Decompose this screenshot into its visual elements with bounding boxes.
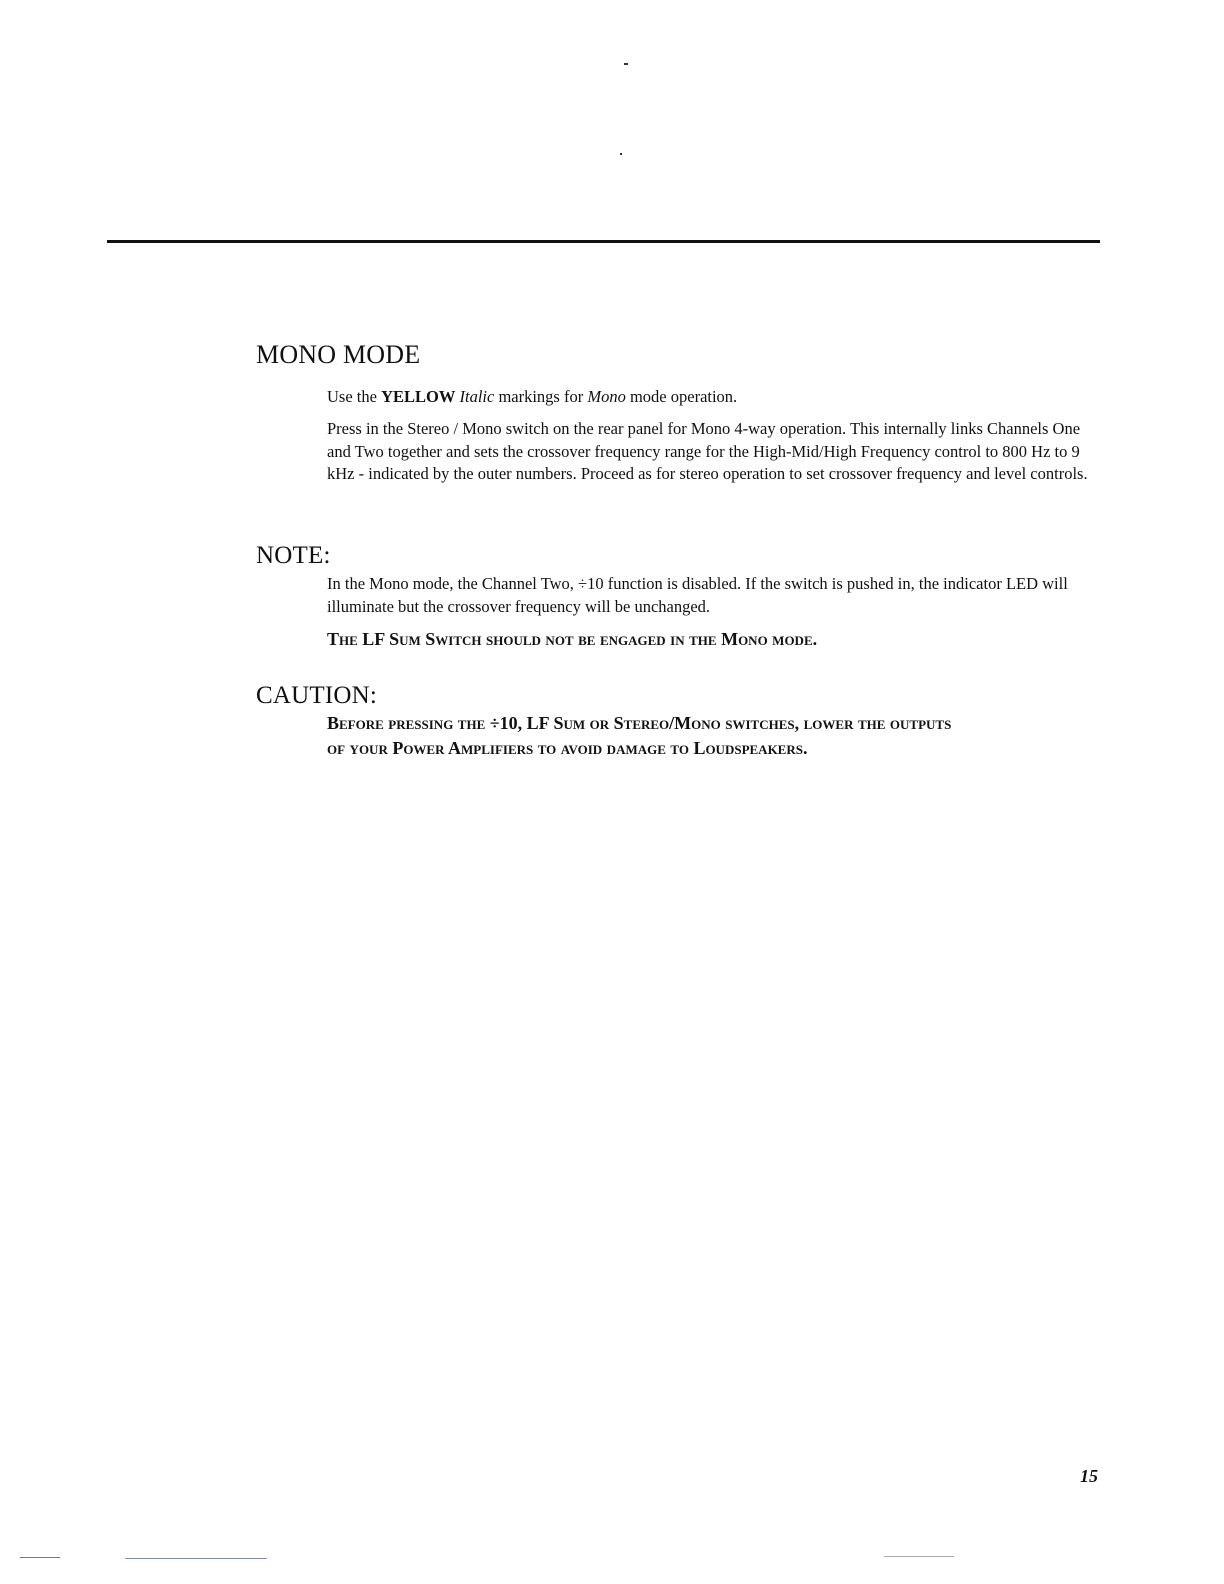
caution-line-1: Before pressing the ÷10, LF Sum or Stereo/Mono switches, lower the outputs: [327, 713, 952, 733]
mono-mode-intro: [327, 386, 1107, 409]
intro-text: Use the: [327, 387, 377, 406]
note-warning: The LF Sum Switch should not be engaged in the Mono mode.: [327, 629, 818, 649]
intro-text: markings for: [498, 387, 584, 406]
scan-artifact-line: [884, 1556, 954, 1557]
caution-line-2: of your Power Amplifiers to avoid damage to Loudspeakers.: [327, 738, 808, 758]
scan-speck: [624, 63, 628, 65]
page-number: 15: [1080, 1466, 1098, 1486]
section-heading-mono-mode: MONO MODE: [256, 340, 421, 369]
scan-speck: [620, 153, 622, 155]
mono-keyword: Mono: [587, 387, 626, 406]
yellow-keyword: YELLOW: [381, 387, 456, 406]
header-rule: [107, 240, 1100, 243]
italic-keyword: Italic: [459, 387, 495, 406]
section-heading-note: NOTE:: [256, 542, 331, 569]
mono-mode-description: Press in the Stereo / Mono switch on the rear panel for Mono 4-way operation. This internally links Channels One and Two together and sets the crossover frequency range for the High-Mid/High Frequency control to 800 Hz to 9 kHz - indicated by the outer numbers. Proceed as for stereo operation to set crossover frequency and level controls.: [327, 419, 1088, 483]
scan-artifact-line: [125, 1558, 267, 1559]
scan-artifact-line: [20, 1557, 60, 1558]
intro-text: mode operation.: [629, 387, 738, 406]
section-heading-caution: CAUTION:: [256, 682, 378, 709]
note-paragraph: In the Mono mode, the Channel Two, ÷10 function is disabled. If the switch is pushed in, the indicator LED will illuminate but the crossover frequency will be unchanged.: [327, 574, 1068, 616]
